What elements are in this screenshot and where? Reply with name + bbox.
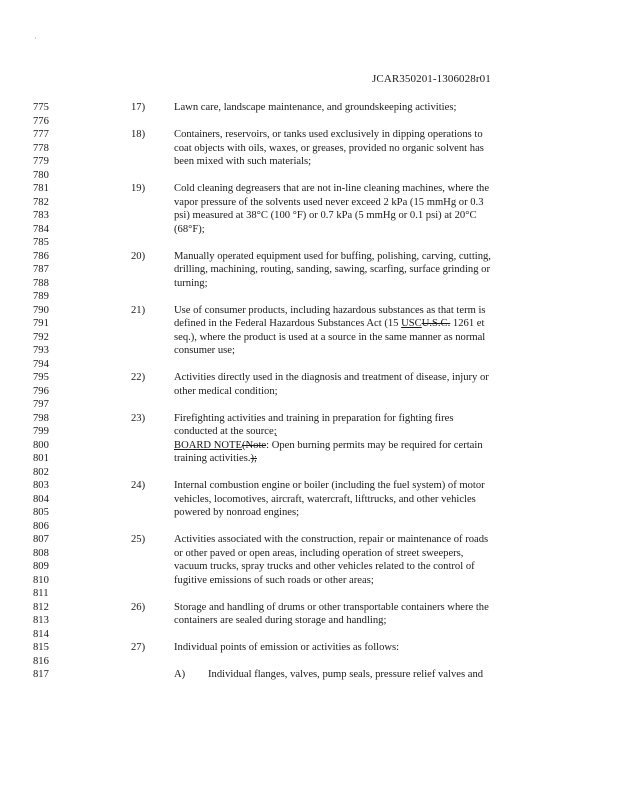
item-text-line: training activities.); — [174, 453, 257, 464]
line-number: 778 — [33, 142, 49, 154]
line-number: 813 — [33, 615, 49, 626]
item-text-line: Use of consumer products, including hazardous substances as that term is — [174, 304, 486, 316]
line-number: 785 — [33, 237, 49, 248]
item-text-line: turning; — [174, 277, 208, 289]
item-text-line: Activities directly used in the diagnosis and treatment of disease, injury or — [174, 372, 489, 383]
item-text-line: defined in the Federal Hazardous Substances Act (15 USCU.S.C. 1261 et — [174, 318, 485, 329]
inserted-text: ; — [273, 426, 277, 437]
item-text-line: psi) measured at 38°C (100 °F) or 0.7 kPa (5 mmHg or 0.1 psi) at 20°C — [174, 210, 477, 221]
line-number: 792 — [33, 331, 49, 343]
item-text-line: powered by nonroad engines; — [174, 507, 300, 518]
item-text-line: Activities associated with the construction, repair or maintenance of roads — [174, 534, 489, 545]
line-number: 806 — [33, 520, 49, 532]
item-text-line: conducted at the source; — [174, 426, 277, 437]
item-text-line: Storage and handling of drums or other transportable containers where the — [174, 601, 489, 613]
item-text-line: other medical condition; — [174, 385, 278, 397]
line-number: 814 — [33, 628, 49, 640]
line-number: 810 — [33, 574, 49, 586]
item-number: 22) — [131, 372, 146, 383]
line-number: 776 — [33, 115, 49, 127]
document-id: JCAR350201-1306028r01 — [372, 73, 491, 85]
line-number: 803 — [33, 480, 49, 491]
line-number: 794 — [33, 358, 49, 370]
line-number: 783 — [33, 210, 49, 221]
line-number: 788 — [33, 277, 49, 289]
line-number: 798 — [33, 412, 49, 424]
inserted-text: USC — [401, 318, 422, 329]
deleted-text: U.S.C. — [421, 318, 451, 329]
line-number: 799 — [33, 426, 49, 437]
line-number: 804 — [33, 493, 49, 505]
item-text-line: containers are sealed during storage and handling; — [174, 615, 387, 626]
line-number: 789 — [33, 291, 49, 302]
item-text-line: fugitive emissions of such roads or other areas; — [174, 574, 374, 586]
line-number: 809 — [33, 561, 49, 572]
line-number: 777 — [33, 129, 49, 140]
item-number: 19) — [131, 183, 146, 194]
item-number: 24) — [131, 480, 146, 491]
item-number: 26) — [131, 601, 146, 613]
scan-mark: · — [34, 34, 37, 43]
line-number: 793 — [33, 345, 49, 356]
item-number: 23) — [131, 412, 146, 424]
item-text-line: consumer use; — [174, 345, 235, 356]
line-number: 782 — [33, 196, 49, 208]
item-text-line: BOARD NOTE(Note: Open burning permits may be required for certain — [174, 439, 483, 451]
item-text-line: been mixed with such materials; — [174, 156, 312, 167]
line-number: 790 — [33, 304, 49, 316]
item-text-line: vehicles, locomotives, aircraft, watercraft, lifttrucks, and other vehicles — [174, 493, 476, 505]
line-number: 797 — [33, 399, 49, 410]
item-text-line: Containers, reservoirs, or tanks used exclusively in dipping operations to — [174, 129, 483, 140]
line-number: 801 — [33, 453, 49, 464]
item-text-line: or other paved or open areas, including operation of street sweepers, — [174, 547, 464, 559]
line-number: 791 — [33, 318, 49, 329]
item-text-line: coat objects with oils, waxes, or greases, provided no organic solvent has — [174, 142, 484, 154]
deleted-text: (Note — [241, 439, 267, 451]
line-number: 817 — [33, 669, 49, 680]
line-number: 781 — [33, 183, 49, 194]
item-number: 17) — [131, 102, 146, 113]
line-number: 807 — [33, 534, 49, 545]
line-number: 775 — [33, 102, 49, 113]
item-text-line: vacuum trucks, spray trucks and other vehicles related to the control of — [174, 561, 475, 572]
item-text-line: Firefighting activities and training in preparation for fighting fires — [174, 412, 454, 424]
deleted-text: ); — [250, 453, 257, 464]
item-text-line: Internal combustion engine or boiler (including the fuel system) of motor — [174, 480, 485, 491]
line-number: 800 — [33, 439, 49, 451]
item-text-line: Cold cleaning degreasers that are not in-line cleaning machines, where the — [174, 183, 490, 194]
item-number: 25) — [131, 534, 146, 545]
line-number: 780 — [33, 169, 49, 181]
item-number: 18) — [131, 129, 146, 140]
line-number: 811 — [33, 588, 49, 599]
line-number: 779 — [33, 156, 49, 167]
line-number: 784 — [33, 223, 49, 235]
subitem-text: Individual flanges, valves, pump seals, pressure relief valves and — [208, 669, 484, 680]
item-number: 21) — [131, 304, 146, 316]
item-text-line: vapor pressure of the solvents used never exceed 2 kPa (15 mmHg or 0.3 — [174, 196, 484, 208]
line-number: 795 — [33, 372, 49, 383]
inserted-text: BOARD NOTE — [174, 439, 242, 451]
line-number: 805 — [33, 507, 49, 518]
line-number: 796 — [33, 385, 49, 397]
item-text-line: Individual points of emission or activities as follows: — [174, 642, 400, 653]
item-text-line: drilling, machining, routing, sanding, sawing, scarfing, surface grinding or — [174, 264, 490, 275]
item-text-line: (68°F); — [174, 223, 205, 235]
line-number: 786 — [33, 250, 49, 262]
item-number: 20) — [131, 250, 146, 262]
line-number: 787 — [33, 264, 49, 275]
subitem-label: A) — [174, 669, 186, 680]
line-number: 816 — [33, 655, 49, 667]
item-number: 27) — [131, 642, 146, 653]
line-number: 808 — [33, 547, 49, 559]
line-number: 812 — [33, 601, 49, 613]
item-text-line: seq.), where the product is used at a source in the same manner as normal — [174, 331, 486, 343]
item-text-line: Lawn care, landscape maintenance, and groundskeeping activities; — [174, 102, 457, 113]
line-number: 815 — [33, 642, 49, 653]
line-number: 802 — [33, 466, 49, 478]
item-text-line: Manually operated equipment used for buffing, polishing, carving, cutting, — [174, 250, 491, 262]
